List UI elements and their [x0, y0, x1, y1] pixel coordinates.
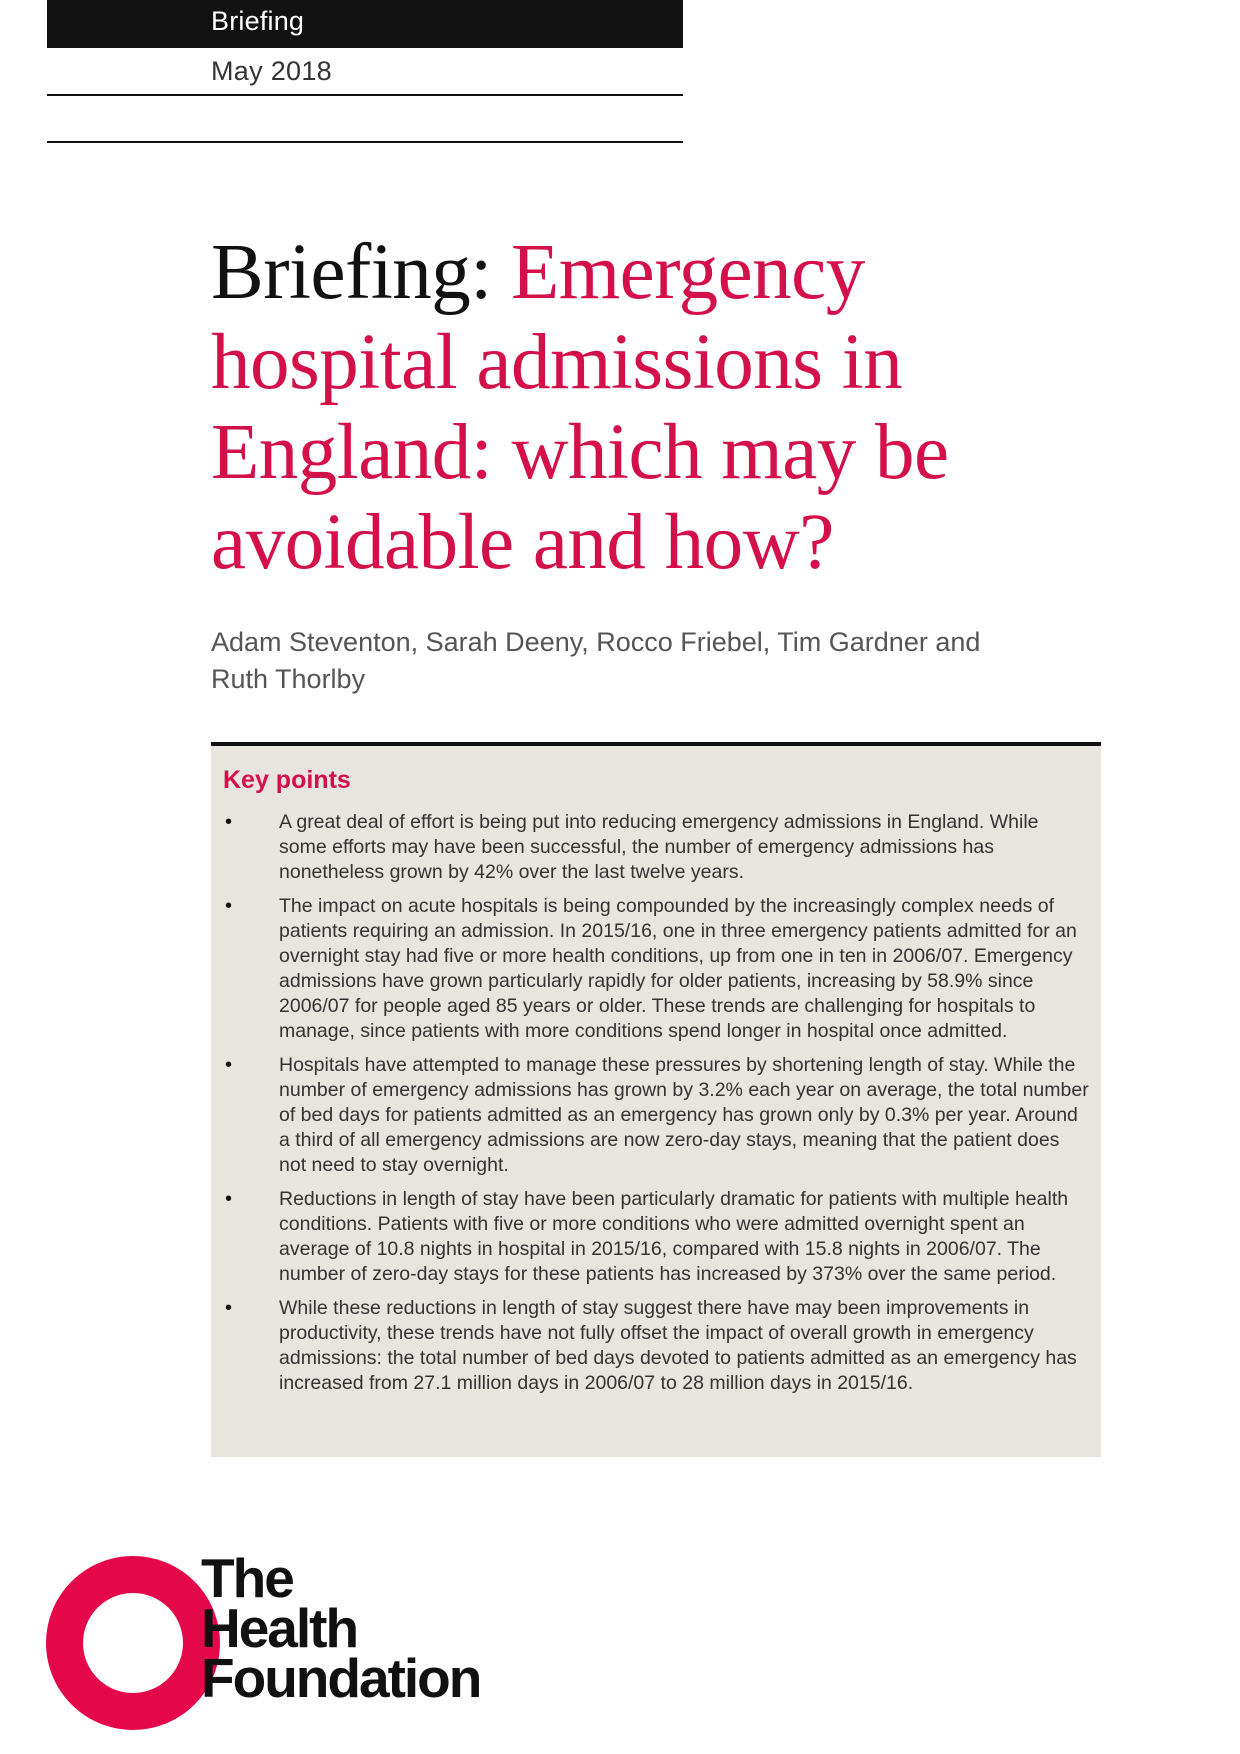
- series-label: Briefing: [47, 0, 683, 48]
- list-item: • A great deal of effort is being put into reducing emergency admissions in England. While some efforts may have been successful, the number of emergency admissions has nonetheless grown by 42% over the last twelve years.: [225, 811, 1039, 883]
- header-divider: [47, 141, 683, 143]
- list-item: • Reductions in length of stay have been particularly dramatic for patients with multiple health conditions. Patients with five or more conditions who were admitted overnight spent an average of 10.8 nights in hospital in 2015/16, compared with 15.8 nights in 2006/07. The number of zero-day stays for these patients has increased by 373% over the same period.: [225, 1188, 1069, 1285]
- title-main: Emergency hospital admissions in England: which may be avoidable and how?: [211, 229, 949, 586]
- page-title: [211, 228, 1111, 588]
- bullet-icon: •: [225, 811, 233, 833]
- bullet-icon: •: [225, 1297, 233, 1319]
- authors: Adam Steventon, Sarah Deeny, Rocco Friebel, Tim Gardner and Ruth Thorlby: [211, 627, 981, 694]
- list-item: • The impact on acute hospitals is being compounded by the increasingly complex needs of patients requiring an admission. In 2015/16, one in three emergency patients admitted for an overnight stay had five or more health conditions, up from one in ten in 2006/07. Emergency admissions have grown particularly rapidly for older patients, increasing by 58.9% since 2006/07 for people aged 85 years or older. These trends are challenging for hospitals to manage, since patients with more conditions spend longer in hospital once admitted.: [225, 895, 1077, 1042]
- bullet-icon: •: [225, 895, 233, 917]
- bullet-icon: •: [225, 1054, 233, 1076]
- key-points-heading: Key points: [223, 766, 351, 794]
- list-item: • Hospitals have attempted to manage these pressures by shortening length of stay. While the number of emergency admissions has grown by 3.2% each year on average, the total number of bed days for patients admitted as an emergency has grown only by 0.3% per year. Around a third of all emergency admissions are now zero-day stays, meaning that the patient does not need to stay overnight.: [225, 1054, 1089, 1176]
- key-points-box: [211, 742, 1101, 1457]
- health-foundation-logo: [46, 1547, 516, 1713]
- logo-wordmark: The Health Foundation: [201, 1547, 481, 1709]
- key-points-list: [211, 810, 1101, 1405]
- publication-date: May 2018: [47, 48, 683, 96]
- list-item: • While these reductions in length of stay suggest there have may been improvements in productivity, these trends have not fully offset the impact of overall growth in emergency admissions: the total number of bed days devoted to patients admitted as an emergency has increased from 27.1 million days in 2006/07 to 28 million days in 2015/16.: [225, 1297, 1077, 1394]
- title-prefix: Briefing:: [211, 229, 492, 316]
- ring-logo-icon: [46, 1556, 220, 1730]
- bullet-icon: •: [225, 1188, 233, 1210]
